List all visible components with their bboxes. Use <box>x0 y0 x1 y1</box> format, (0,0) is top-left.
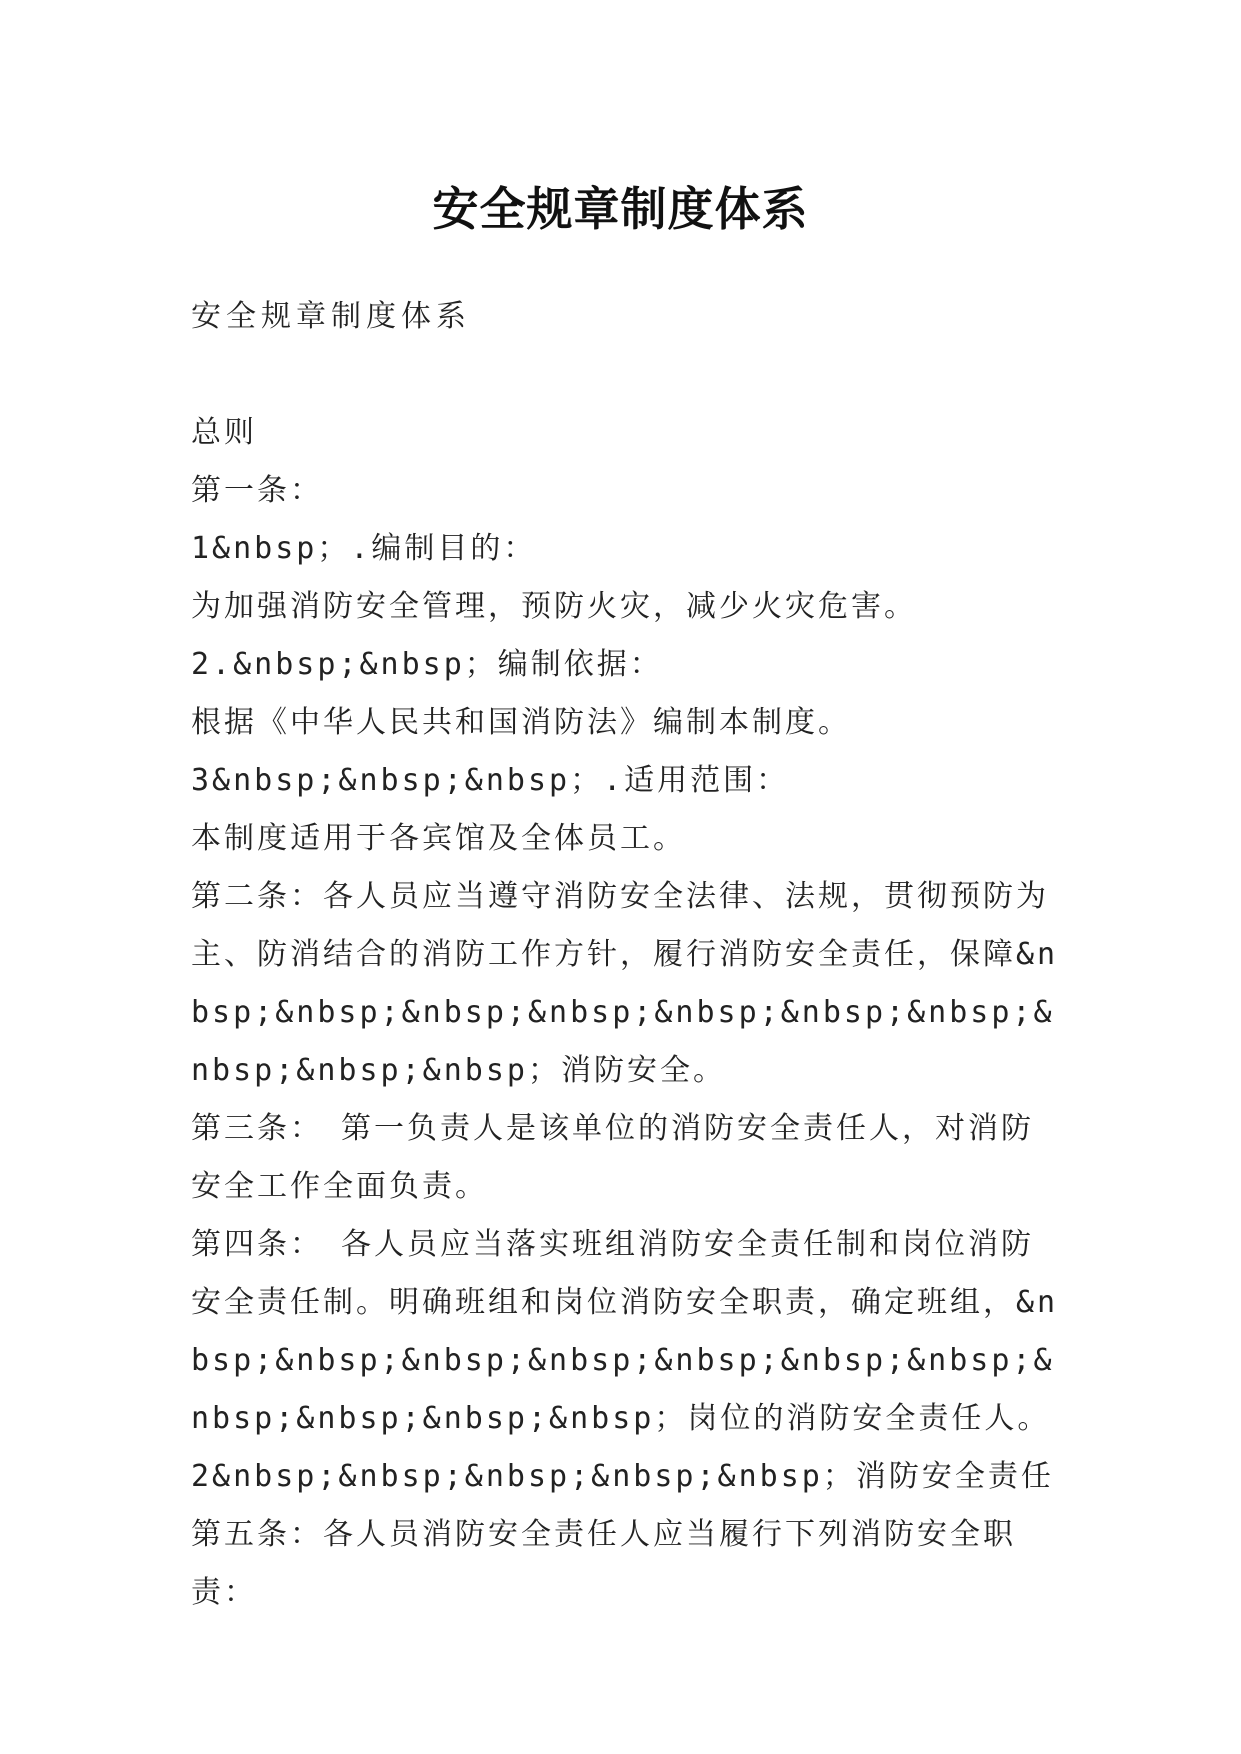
document-body <box>191 404 1061 1622</box>
document-title: 安全规章制度体系 <box>432 181 809 236</box>
article-3-text: 第三条： 第一负责人是该单位的消防安全责任人，对消防安全工作全面负责。 <box>191 1111 1034 1204</box>
clause-3-text: 本制度适用于各宾馆及全体员工。 <box>191 821 686 856</box>
article-2-text: 第二条：各人员应当遵守消防安全法律、法规，贯彻预防为主、防消结合的消防工作方针，履行消防安全责任，保障&nbsp;&nbsp;&nbsp;&nbsp;&nbsp;&nbsp;&nbsp;&nbsp;&nbsp;&nbsp；消防安全。 <box>191 879 1059 1088</box>
article-5-text: 第五条：各人员消防安全责任人应当履行下列消防安全职责： <box>191 1517 1016 1610</box>
clause-1-text: 为加强消防安全管理，预防火灾，减少火灾危害。 <box>191 589 917 624</box>
article-4-text: 第四条： 各人员应当落实班组消防安全责任制和岗位消防安全责任制。明确班组和岗位消防安全职责，确定班组，&nbsp;&nbsp;&nbsp;&nbsp;&nbsp;&nbsp;&nbsp;&nbsp;&nbsp;&nbsp;&nbsp；岗位的消防安全责任人。 <box>191 1227 1059 1436</box>
clause-1-heading: 1&nbsp；.编制目的： <box>191 531 537 566</box>
article-1-heading: 第一条： <box>191 473 323 508</box>
clause-3-heading: 3&nbsp;&nbsp;&nbsp；.适用范围： <box>191 763 790 798</box>
section-heading-general: 总则 <box>191 415 257 450</box>
document-subtitle: 安全规章制度体系 <box>191 299 471 334</box>
clause-2-text: 根据《中华人民共和国消防法》编制本制度。 <box>191 705 851 740</box>
clause-2-heading: 2.&nbsp;&nbsp；编制依据： <box>191 647 663 682</box>
section-2-heading: 2&nbsp;&nbsp;&nbsp;&nbsp;&nbsp；消防安全责任 <box>191 1459 1054 1494</box>
